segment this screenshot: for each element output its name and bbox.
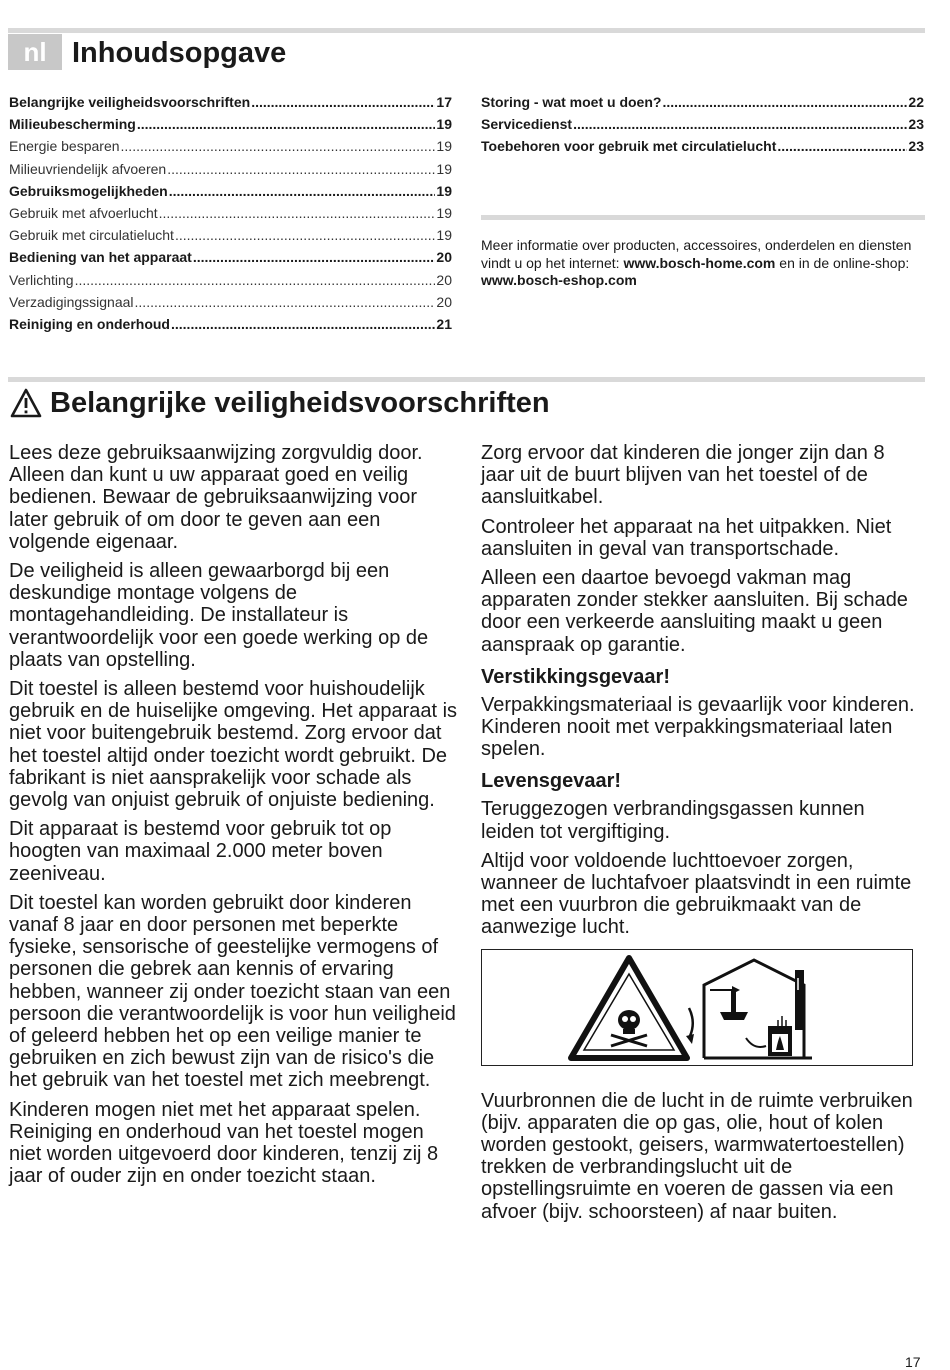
toc-entry-page: 20	[436, 271, 452, 288]
info-divider-bar	[481, 215, 925, 220]
toc-entry-label: Reiniging en onderhoud	[9, 315, 170, 332]
toc-entry[interactable]	[9, 293, 452, 315]
toc-entry-page: 19	[436, 138, 452, 155]
toc-entry-label: Storing - wat moet u doen?	[481, 94, 662, 110]
paragraph: Verpakkingsmateriaal is gevaarlijk voor kinderen. Kinderen nooit met verpakkingsmateriaal laten spelen.	[481, 693, 915, 761]
toc-entry[interactable]	[481, 137, 924, 159]
toc-entry-label: Gebruik met afvoerlucht	[9, 204, 158, 221]
toc-entry[interactable]	[9, 248, 452, 270]
toc-entry-label: Servicedienst	[481, 116, 573, 133]
paragraph: Dit toestel kan worden gebruikt door kinderen vanaf 8 jaar en door personen met beperkte fysieke, sensorische of geestelijke vermogens of personen die gebrek aan kennis of ervaring hebben, wanneer zij onder toezicht staan van een persoon die verantwoordelijk is voor hun veiligheid of geleerd hebben het op een veilige manier te gebruiken en zich bewust zijn van de risico's die het gebruik van het toestel met zich meebrengt.	[9, 891, 456, 1092]
paragraph: Lees deze gebruiksaanwijzing zorgvuldig door. Alleen dan kunt u uw apparaat goed en veilig bedienen. Bewaar de gebruiksaanwijzing voor later gebruik of om door te geven aan een volgende eigenaar.	[9, 442, 423, 553]
toc-leader-dots	[175, 226, 435, 244]
toc-entry-page: 19	[436, 182, 452, 199]
toc-entry[interactable]	[9, 315, 452, 337]
toc-right-column	[481, 93, 924, 160]
toc-entry-label: Toebehoren voor gebruik met circulatielucht	[481, 138, 777, 155]
toc-entry[interactable]	[9, 204, 452, 226]
warning-triangle-icon	[10, 388, 42, 418]
toc-entry-label: Gebruik met circulatielucht	[9, 227, 174, 244]
toc-entry-label: Verlichting	[9, 271, 74, 288]
paragraph: De veiligheid is alleen gewaarborgd bij een deskundige montage volgens de montagehandleiding. De installateur is verantwoordelijk voor een goede werking op de plaats van opstelling.	[9, 560, 429, 671]
toc-entry-label: Gebruiksmogelijkheden	[9, 182, 168, 199]
info-text	[481, 237, 921, 290]
toc-entry[interactable]	[481, 115, 924, 137]
toc-leader-dots	[159, 204, 436, 222]
toc-entry[interactable]	[9, 271, 452, 293]
toc-entry[interactable]	[9, 93, 452, 115]
toc-leader-dots	[167, 160, 435, 178]
bosch-eshop-link[interactable]: www.bosch-eshop.com	[481, 272, 637, 288]
paragraph: Zorg ervoor dat kinderen die jonger zijn dan 8 jaar uit de buurt blijven van het toestel of de aansluitkabel.	[481, 442, 885, 509]
toc-leader-dots	[251, 93, 435, 111]
section-divider-bar	[8, 377, 925, 382]
toc-leader-dots	[573, 115, 907, 133]
toc-entry[interactable]	[9, 182, 452, 204]
toc-entry-label: Milieuvriendelijk afvoeren	[9, 160, 167, 177]
toc-entry-page: 23	[908, 138, 924, 155]
paragraph: Alleen een daartoe bevoegd vakman mag apparaten zonder stekker aansluiten. Bij schade door een verkeerde aansluiting maakt u geen aanspraak op garantie.	[481, 567, 908, 656]
paragraph: Vuurbronnen die de lucht in de ruimte verbruiken (bijv. apparaten die op gas, olie, hout of kolen worden gestookt, geisers, warmwatertoestellen) trekken de verbrandingslucht uit de opstellingsruimte en voeren de gassen via een afvoer (bijv. schoorsteen) af naar buiten.	[481, 1089, 913, 1223]
section-title: Belangrijke veiligheidsvoorschriften	[50, 387, 550, 419]
paragraph: Controleer het apparaat na het uitpakken. Niet aansluiten in geval van transportschade.	[481, 515, 892, 560]
toc-entry-label: Energie besparen	[9, 138, 120, 155]
toc-leader-dots	[777, 137, 907, 155]
toc-leader-dots	[121, 137, 436, 155]
toc-entry-label: Milieubescherming	[9, 116, 136, 133]
toc-leader-dots	[137, 115, 436, 133]
toc-entry[interactable]	[481, 93, 924, 115]
paragraph: Dit toestel is alleen bestemd voor huishoudelijk gebruik en de huiselijke omgeving. Het apparaat is niet voor buitengebruik bestemd. Zorg ervoor dat het toestel altijd onder toezicht wordt gebruikt. De fabrikant is niet aansprakelijk voor schade als gevolg van onjuist gebruik of onjuiste bediening.	[9, 678, 458, 812]
paragraph: Kinderen mogen niet met het apparaat spelen. Reiniging en onderhoud van het toestel mogen niet worden uitgevoerd door kinderen, tenzij zij 8 jaar of ouder zijn en onder toezicht staan.	[9, 1098, 439, 1188]
toc-entry-page: 19	[436, 116, 452, 133]
toc-leader-dots	[75, 271, 436, 289]
toc-entry[interactable]	[9, 226, 452, 248]
flue-gas-diagram	[482, 950, 911, 1064]
info-text-part1: Meer informatie over producten, accessoires, onderdelen en diensten vindt u op het internet:	[481, 237, 912, 271]
warning-heading-suffocation: Verstikkingsgevaar!	[481, 665, 670, 688]
toc-entry-page: 20	[436, 249, 452, 266]
toc-entry-label: Belangrijke veiligheidsvoorschriften	[9, 94, 251, 110]
toc-entry[interactable]	[9, 115, 452, 137]
bosch-home-link[interactable]: www.bosch-home.com	[623, 254, 776, 271]
safety-left-column	[9, 442, 461, 1195]
language-badge: nl	[8, 34, 62, 70]
toc-entry-label: Verzadigingssignaal	[9, 293, 134, 310]
toc-leader-dots	[171, 315, 435, 333]
toc-entry[interactable]	[9, 160, 452, 182]
toc-entry-page: 19	[436, 227, 452, 244]
safety-right-column	[481, 442, 921, 1230]
info-text-part2: en in de online-shop:	[775, 254, 910, 271]
toc-leader-dots	[193, 248, 436, 266]
toc-entry-page: 17	[436, 94, 452, 110]
warning-heading-danger-to-life: Levensgevaar!	[481, 770, 622, 793]
toc-entry-page: 20	[436, 293, 452, 310]
top-divider-bar	[8, 28, 925, 33]
paragraph: Teruggezogen verbrandingsgassen kunnen leiden tot vergiftiging.	[481, 798, 865, 843]
paragraph: Dit apparaat is bestemd voor gebruik tot op hoogten van maximaal 2.000 meter boven zeeniveau.	[9, 818, 392, 885]
section-heading	[10, 384, 550, 422]
toc-entry-page: 19	[436, 160, 452, 177]
toc-entry-page: 23	[908, 116, 924, 133]
toc-entry-label: Bediening van het apparaat	[9, 249, 192, 266]
toc-entry[interactable]	[9, 137, 452, 159]
toc-leader-dots	[169, 182, 436, 200]
toc-leader-dots	[662, 93, 907, 111]
toc-entry-page: 21	[436, 315, 452, 332]
paragraph: Altijd voor voldoende luchttoevoer zorgen, wanneer de luchtafvoer plaatsvindt in een ruimte met een vuurbron die gebruikmaakt van de aanwezige lucht.	[481, 849, 912, 939]
page-number: 17	[905, 1354, 921, 1370]
toc-leader-dots	[135, 293, 436, 311]
flue-gas-warning-illustration	[481, 949, 913, 1066]
toc-title: Inhoudsopgave	[72, 37, 287, 69]
toc-left-column	[9, 93, 452, 337]
toc-entry-page: 22	[908, 94, 924, 110]
toc-entry-page: 19	[436, 204, 452, 221]
